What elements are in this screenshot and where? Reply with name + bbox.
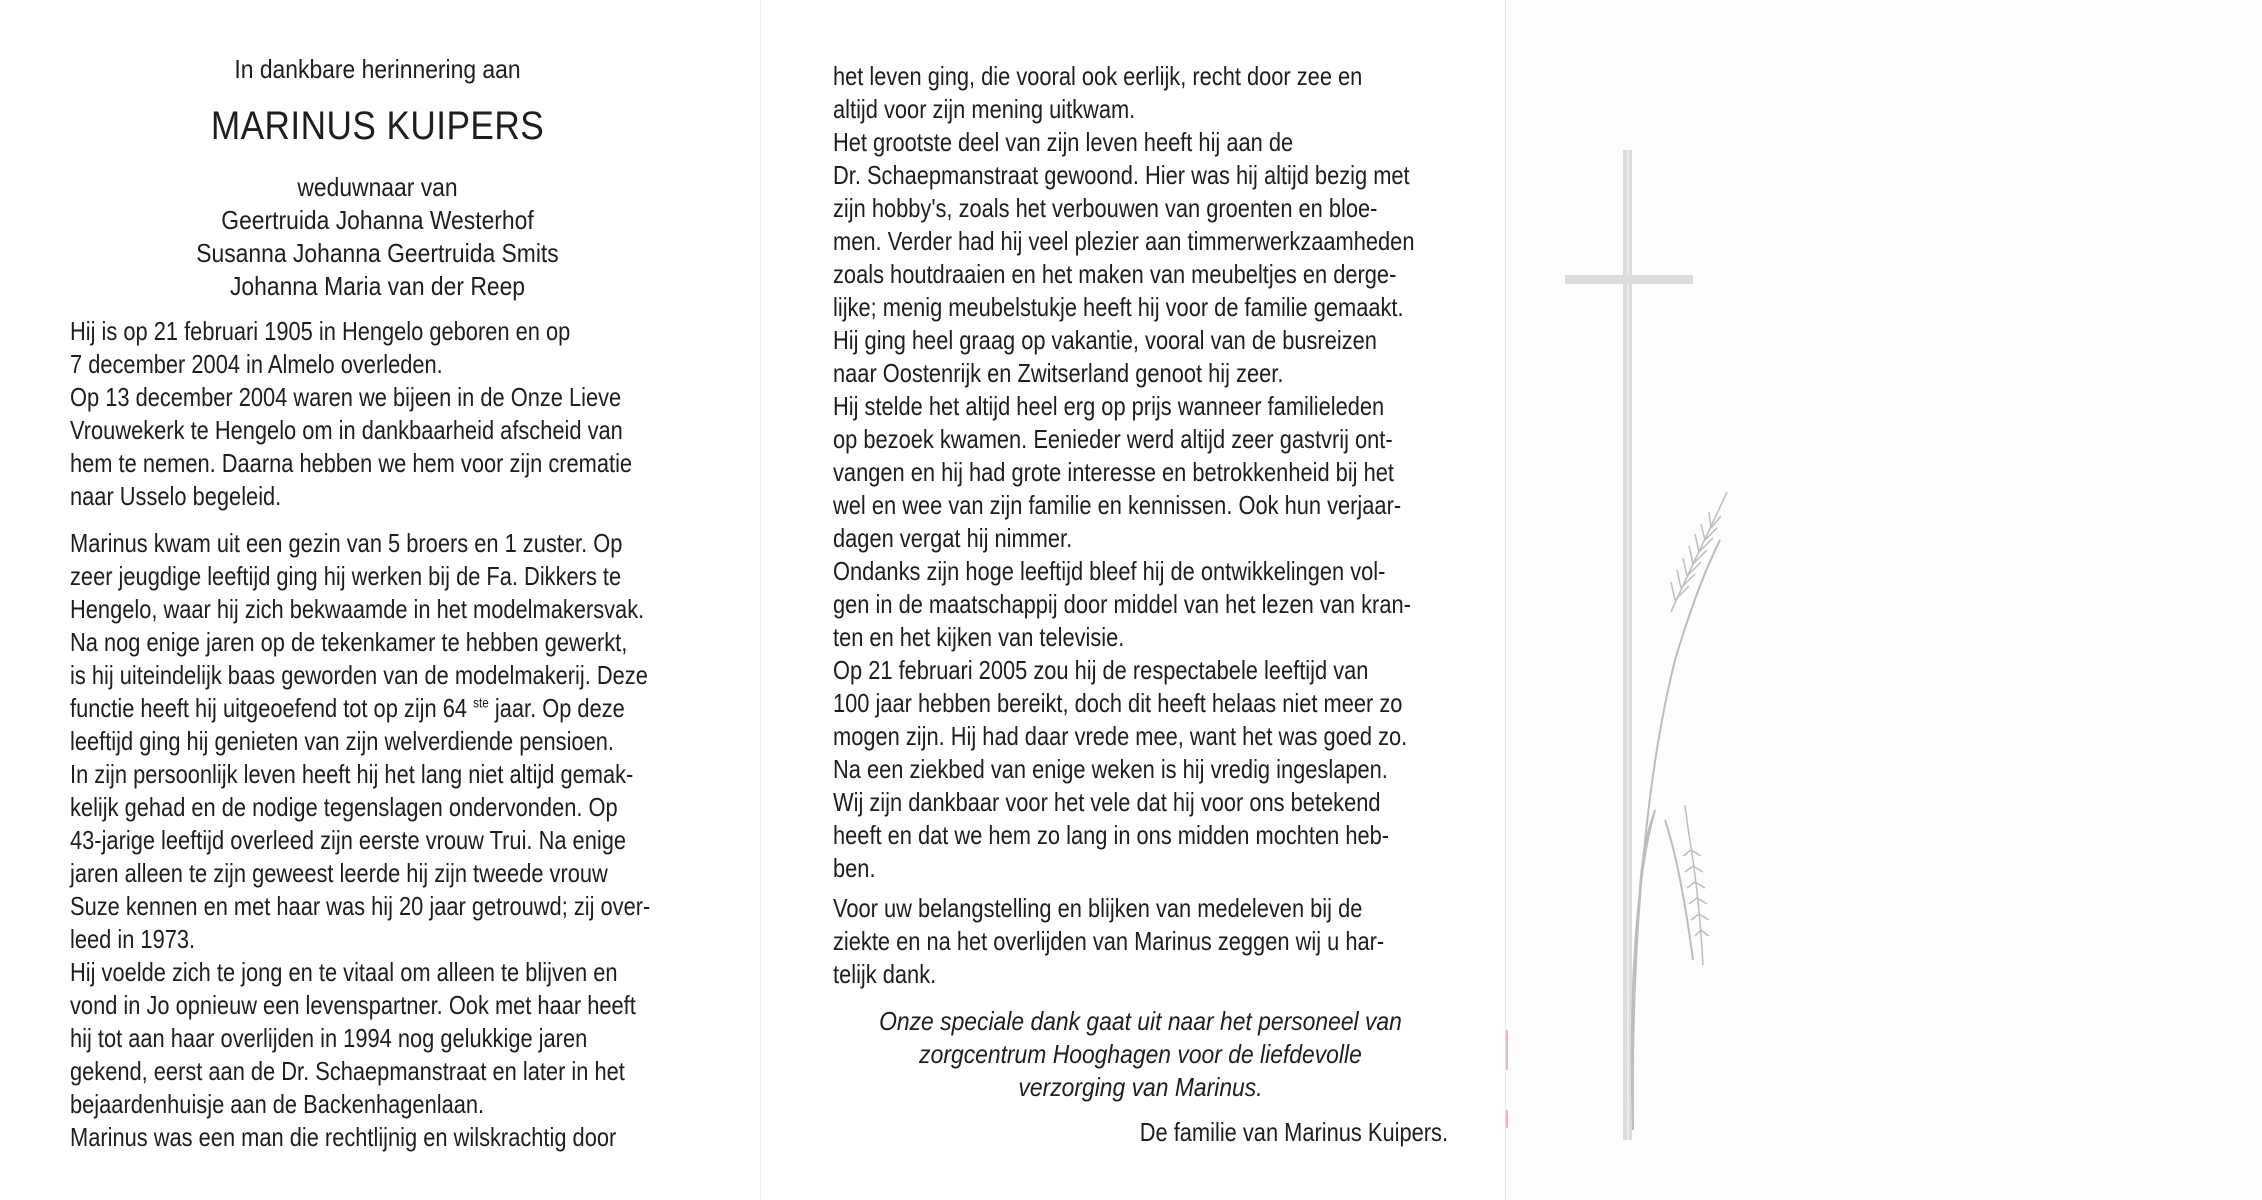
spouse-name: Susanna Johanna Geertruida Smits [196,238,559,268]
text-line: gekend, eerst aan de Dr. Schaepmanstraat en later in het [70,1056,625,1086]
deceased-name: MARINUS KUIPERS [210,104,545,148]
text-line: Hij voelde zich te jong en te vitaal om alleen te blijven en [70,957,618,987]
text-line: naar Usselo begeleid. [70,481,282,511]
text-line: Op 13 december 2004 waren we bijeen in de Onze Lieve [70,382,622,412]
text-line: het leven ging, die vooral ook eerlijk, recht door zee en [833,61,1363,91]
spouse-name: Geertruida Johanna Westerhof [221,205,534,235]
ordinal-superscript: ste [473,694,489,711]
signature: De familie van Marinus Kuipers. [1139,1117,1448,1147]
left-column [70,0,685,1200]
text-line: leed in 1973. [70,924,196,954]
text-line: Vrouwekerk te Hengelo om in dankbaarheid afscheid van [70,415,623,445]
text-line: Dr. Schaepmanstraat gewoond. Hier was hij altijd bezig met [833,160,1410,190]
text-line: hij tot aan haar overlijden in 1994 nog gelukkige jaren [70,1023,588,1053]
text-line: Het grootste deel van zijn leven heeft hij aan de [833,127,1294,157]
text-line: Na nog enige jaren op de tekenkamer te hebben gewerkt, [70,627,628,657]
text-line: lijke; menig meubelstukje heeft hij voor de familie gemaakt. [833,292,1404,322]
text-line: kelijk gehad en de nodige tegenslagen ondervonden. Op [70,792,618,822]
cross-icon [1565,150,1693,1140]
text-line: wel en wee van zijn familie en kennissen. Ook hun verjaar- [833,490,1402,520]
text-line: dagen vergat hij nimmer. [833,523,1073,553]
text-line: zijn hobby's, zoals het verbouwen van groenten en bloe- [833,193,1378,223]
text-line: 100 jaar hebben bereikt, doch dit heeft helaas niet meer zo [833,688,1403,718]
text-line: altijd voor zijn mening uitkwam. [833,94,1136,124]
text-line: Suze kennen en met haar was hij 20 jaar getrouwd; zij over- [70,891,651,921]
cover-illustration [1505,0,2262,1200]
text-line: jaren alleen te zijn geweest leerde hij zijn tweede vrouw [70,858,608,888]
intro-line: In dankbare herinnering aan [234,54,521,84]
text-line: ten en het kijken van televisie. [833,622,1125,652]
text-line: ben. [833,853,876,883]
text-line: vangen en hij had grote interesse en betrokkenheid bij het [833,457,1394,487]
text-fragment: jaar. Op deze [488,693,625,723]
text-line: men. Verder had hij veel plezier aan timmerwerkzaamheden [833,226,1415,256]
text-line: Wij zijn dankbaar voor het vele dat hij voor ons betekend [833,787,1381,817]
text-line: Na een ziekbed van enige weken is hij vredig ingeslapen. [833,754,1388,784]
text-line: Ondanks zijn hoge leeftijd bleef hij de ontwikkelingen vol- [833,556,1386,586]
text-line: ziekte en na het overlijden van Marinus zeggen wij u har- [833,926,1385,956]
text-line: Hij is op 21 februari 1905 in Hengelo geboren en op [70,316,571,346]
thanks-line: zorgcentrum Hooghagen voor de liefdevolle [919,1039,1362,1069]
text-line: vond in Jo opnieuw een levenspartner. Ook met haar heeft [70,990,636,1020]
text-line [70,692,625,724]
text-line: 7 december 2004 in Almelo overleden. [70,349,443,379]
text-line: Voor uw belangstelling en blijken van medeleven bij de [833,893,1363,923]
text-line: Marinus was een man die rechtlijnig en wilskrachtig door [70,1122,617,1152]
widower-label: weduwnaar van [297,172,458,202]
text-line: gen in de maatschappij door middel van het lezen van kran- [833,589,1411,619]
text-line: mogen zijn. Hij had daar vrede mee, want het was goed zo. [833,721,1408,751]
text-line: bejaardenhuisje aan de Backenhagenlaan. [70,1089,485,1119]
text-line: Hij ging heel graag op vakantie, vooral van de busreizen [833,325,1377,355]
text-line: leeftijd ging hij genieten van zijn welverdiende pensioen. [70,726,614,756]
thanks-line: verzorging van Marinus. [1018,1072,1263,1102]
text-line: op bezoek kwamen. Eenieder werd altijd zeer gastvrij ont- [833,424,1393,454]
text-line: 43-jarige leeftijd overleed zijn eerste vrouw Trui. Na enige [70,825,627,855]
middle-column [833,0,1448,1200]
wheat-icon [1632,492,1727,1130]
text-line: Hengelo, waar hij zich bekwaamde in het modelmakersvak. [70,594,645,624]
text-line: Op 21 februari 2005 zou hij de respectabele leeftijd van [833,655,1369,685]
text-line: Marinus kwam uit een gezin van 5 broers en 1 zuster. Op [70,528,623,558]
thanks-line: Onze speciale dank gaat uit naar het personeel van [879,1006,1402,1036]
text-line: is hij uiteindelijk baas geworden van de modelmakerij. Deze [70,660,648,690]
page-fold [760,0,761,1200]
text-line: zeer jeugdige leeftijd ging hij werken bij de Fa. Dikkers te [70,561,622,591]
text-line: In zijn persoonlijk leven heeft hij het lang niet altijd gemak- [70,759,634,789]
text-line: hem te nemen. Daarna hebben we hem voor zijn crematie [70,448,633,478]
text-line: naar Oostenrijk en Zwitserland genoot hij zeer. [833,358,1284,388]
text-line: zoals houtdraaien en het maken van meubeltjes en derge- [833,259,1397,289]
text-line: telijk dank. [833,959,937,989]
text-fragment: functie heeft hij uitgeoefend tot op zijn 64 [70,693,468,723]
text-line: Hij stelde het altijd heel erg op prijs wanneer familieleden [833,391,1385,421]
text-line: heeft en dat we hem zo lang in ons midden mochten heb- [833,820,1390,850]
spouse-name: Johanna Maria van der Reep [229,271,526,301]
